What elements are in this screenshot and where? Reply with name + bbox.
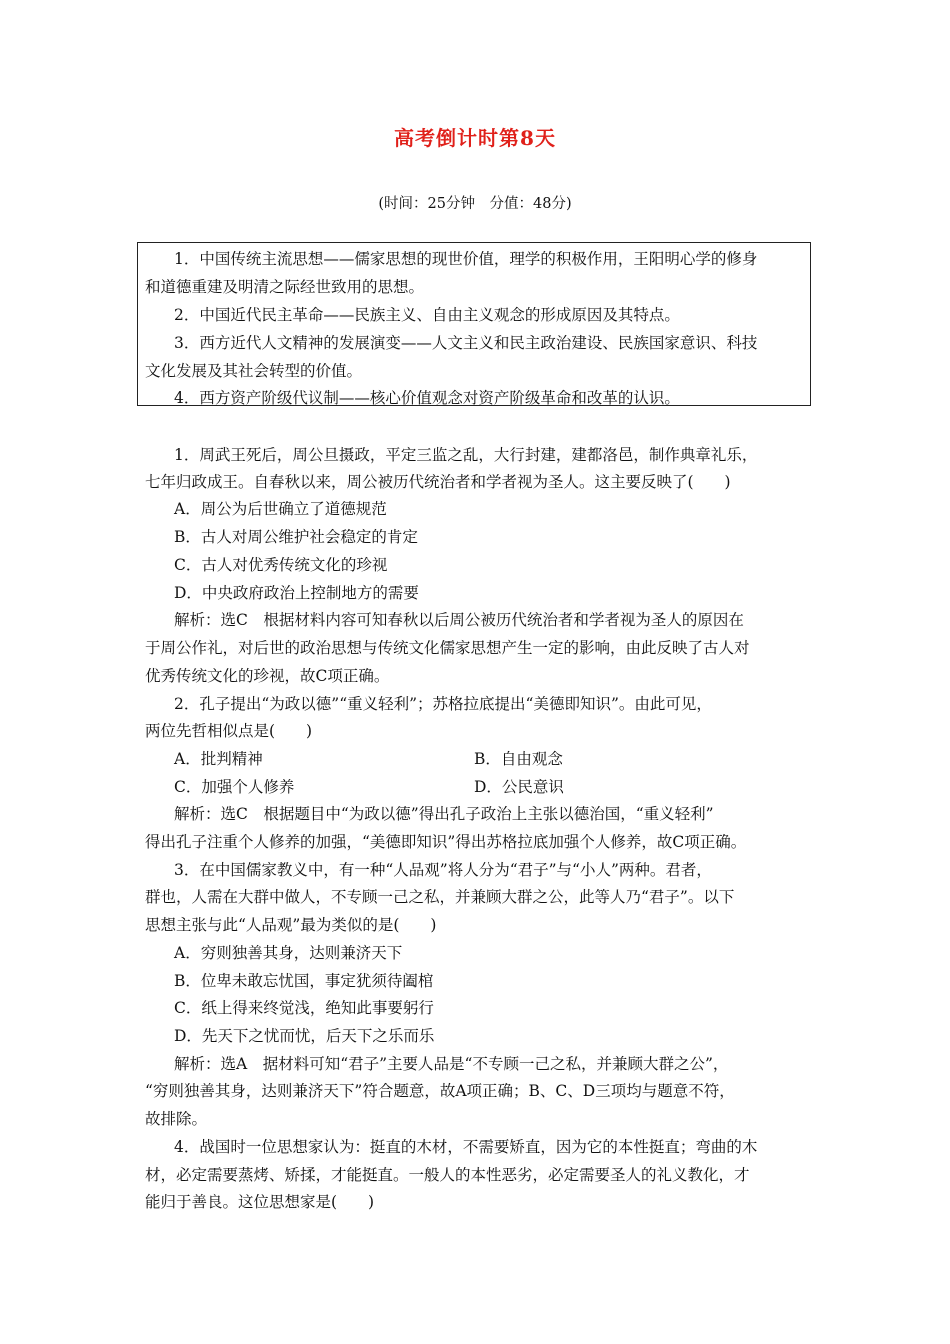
option-line: A．穷则独善其身，达则兼济天下 <box>174 944 403 962</box>
option-line: D．先天下之忧而忧，后天下之乐而乐 <box>174 1027 435 1045</box>
question-line: 2．孔子提出“为政以德”“重义轻利”；苏格拉底提出“美德即知识”。由此可见， <box>174 695 712 713</box>
analysis-line: 解析：选A 据材料可知“君子”主要人品是“不专顾一己之私，并兼顾大群之公”， <box>174 1055 729 1073</box>
key-point-line: 4．西方资产阶级代议制——核心价值观念对资产阶级革命和改革的认识。 <box>174 389 680 407</box>
option-line: C．古人对优秀传统文化的珍视 <box>174 556 388 574</box>
question-line: 群也，人需在大群中做人，不专顾一己之私，并兼顾大群之公，此等人乃“君子”。以下 <box>145 888 735 906</box>
key-point-line: 文化发展及其社会转型的价值。 <box>145 362 363 380</box>
option-line: B．自由观念 <box>474 750 563 768</box>
key-point-line: 2．中国近代民主革命——民族主义、自由主义观念的形成原因及其特点。 <box>174 306 680 324</box>
key-point-line: 和道德重建及明清之际经世致用的思想。 <box>145 278 425 296</box>
analysis-line: 解析：选C 根据题目中“为政以德”得出孔子政治上主张以德治国，“重义轻利” <box>174 805 714 823</box>
analysis-line: 解析：选C 根据材料内容可知春秋以后周公被历代统治者和学者视为圣人的原因在 <box>174 611 744 629</box>
question-line: 3．在中国儒家教义中，有一种“人品观”将人分为“君子”与“小人”两种。君者， <box>174 861 712 879</box>
analysis-line: 于周公作礼，对后世的政治思想与传统文化儒家思想产生一定的影响，由此反映了古人对 <box>145 639 750 657</box>
option-line: D．公民意识 <box>474 778 564 796</box>
question-line: 能归于善良。这位思想家是( ) <box>145 1193 375 1211</box>
page-title: 高考倒计时第8天 <box>394 126 556 150</box>
option-line: C．加强个人修养 <box>174 778 295 796</box>
question-line: 4．战国时一位思想家认为：挺直的木材，不需要矫直，因为它的本性挺直；弯曲的木 <box>174 1138 758 1156</box>
option-line: A．周公为后世确立了道德规范 <box>174 500 387 518</box>
analysis-line: 故排除。 <box>145 1110 208 1128</box>
question-line: 两位先哲相似点是( ) <box>145 722 313 740</box>
option-line: A．批判精神 <box>174 750 263 768</box>
option-line: B．古人对周公维护社会稳定的肯定 <box>174 528 418 546</box>
option-line: C．纸上得来终觉浅，绝知此事要躬行 <box>174 999 434 1017</box>
key-point-line: 1．中国传统主流思想——儒家思想的现世价值，理学的积极作用，王阳明心学的修身 <box>174 250 758 268</box>
question-line: 材，必定需要蒸烤、矫揉，才能挺直。一般人的本性恶劣，必定需要圣人的礼义教化，才 <box>145 1166 750 1184</box>
analysis-line: 得出孔子注重个人修养的加强，“美德即知识”得出苏格拉底加强个人修养，故C项正确。 <box>145 833 747 851</box>
question-line: 思想主张与此“人品观”最为类似的是( ) <box>145 916 437 934</box>
key-point-line: 3．西方近代人文精神的发展演变——人文主义和民主政治建设、民族国家意识、科技 <box>174 334 758 352</box>
analysis-line: 优秀传统文化的珍视，故C项正确。 <box>145 667 390 685</box>
question-line: 七年归政成王。自春秋以来，周公被历代统治者和学者视为圣人。这主要反映了( ) <box>145 473 731 491</box>
page-subtitle: (时间：25分钟 分值：48分) <box>378 196 572 212</box>
question-line: 1．周武王死后，周公旦摄政，平定三监之乱，大行封建，建都洛邑，制作典章礼乐， <box>174 446 758 464</box>
option-line: D．中央政府政治上控制地方的需要 <box>174 584 419 602</box>
option-line: B．位卑未敢忘忧国，事定犹须待阖棺 <box>174 972 434 990</box>
analysis-line: “穷则独善其身，达则兼济天下”符合题意，故A项正确；B、C、D三项均与题意不符， <box>145 1082 735 1100</box>
